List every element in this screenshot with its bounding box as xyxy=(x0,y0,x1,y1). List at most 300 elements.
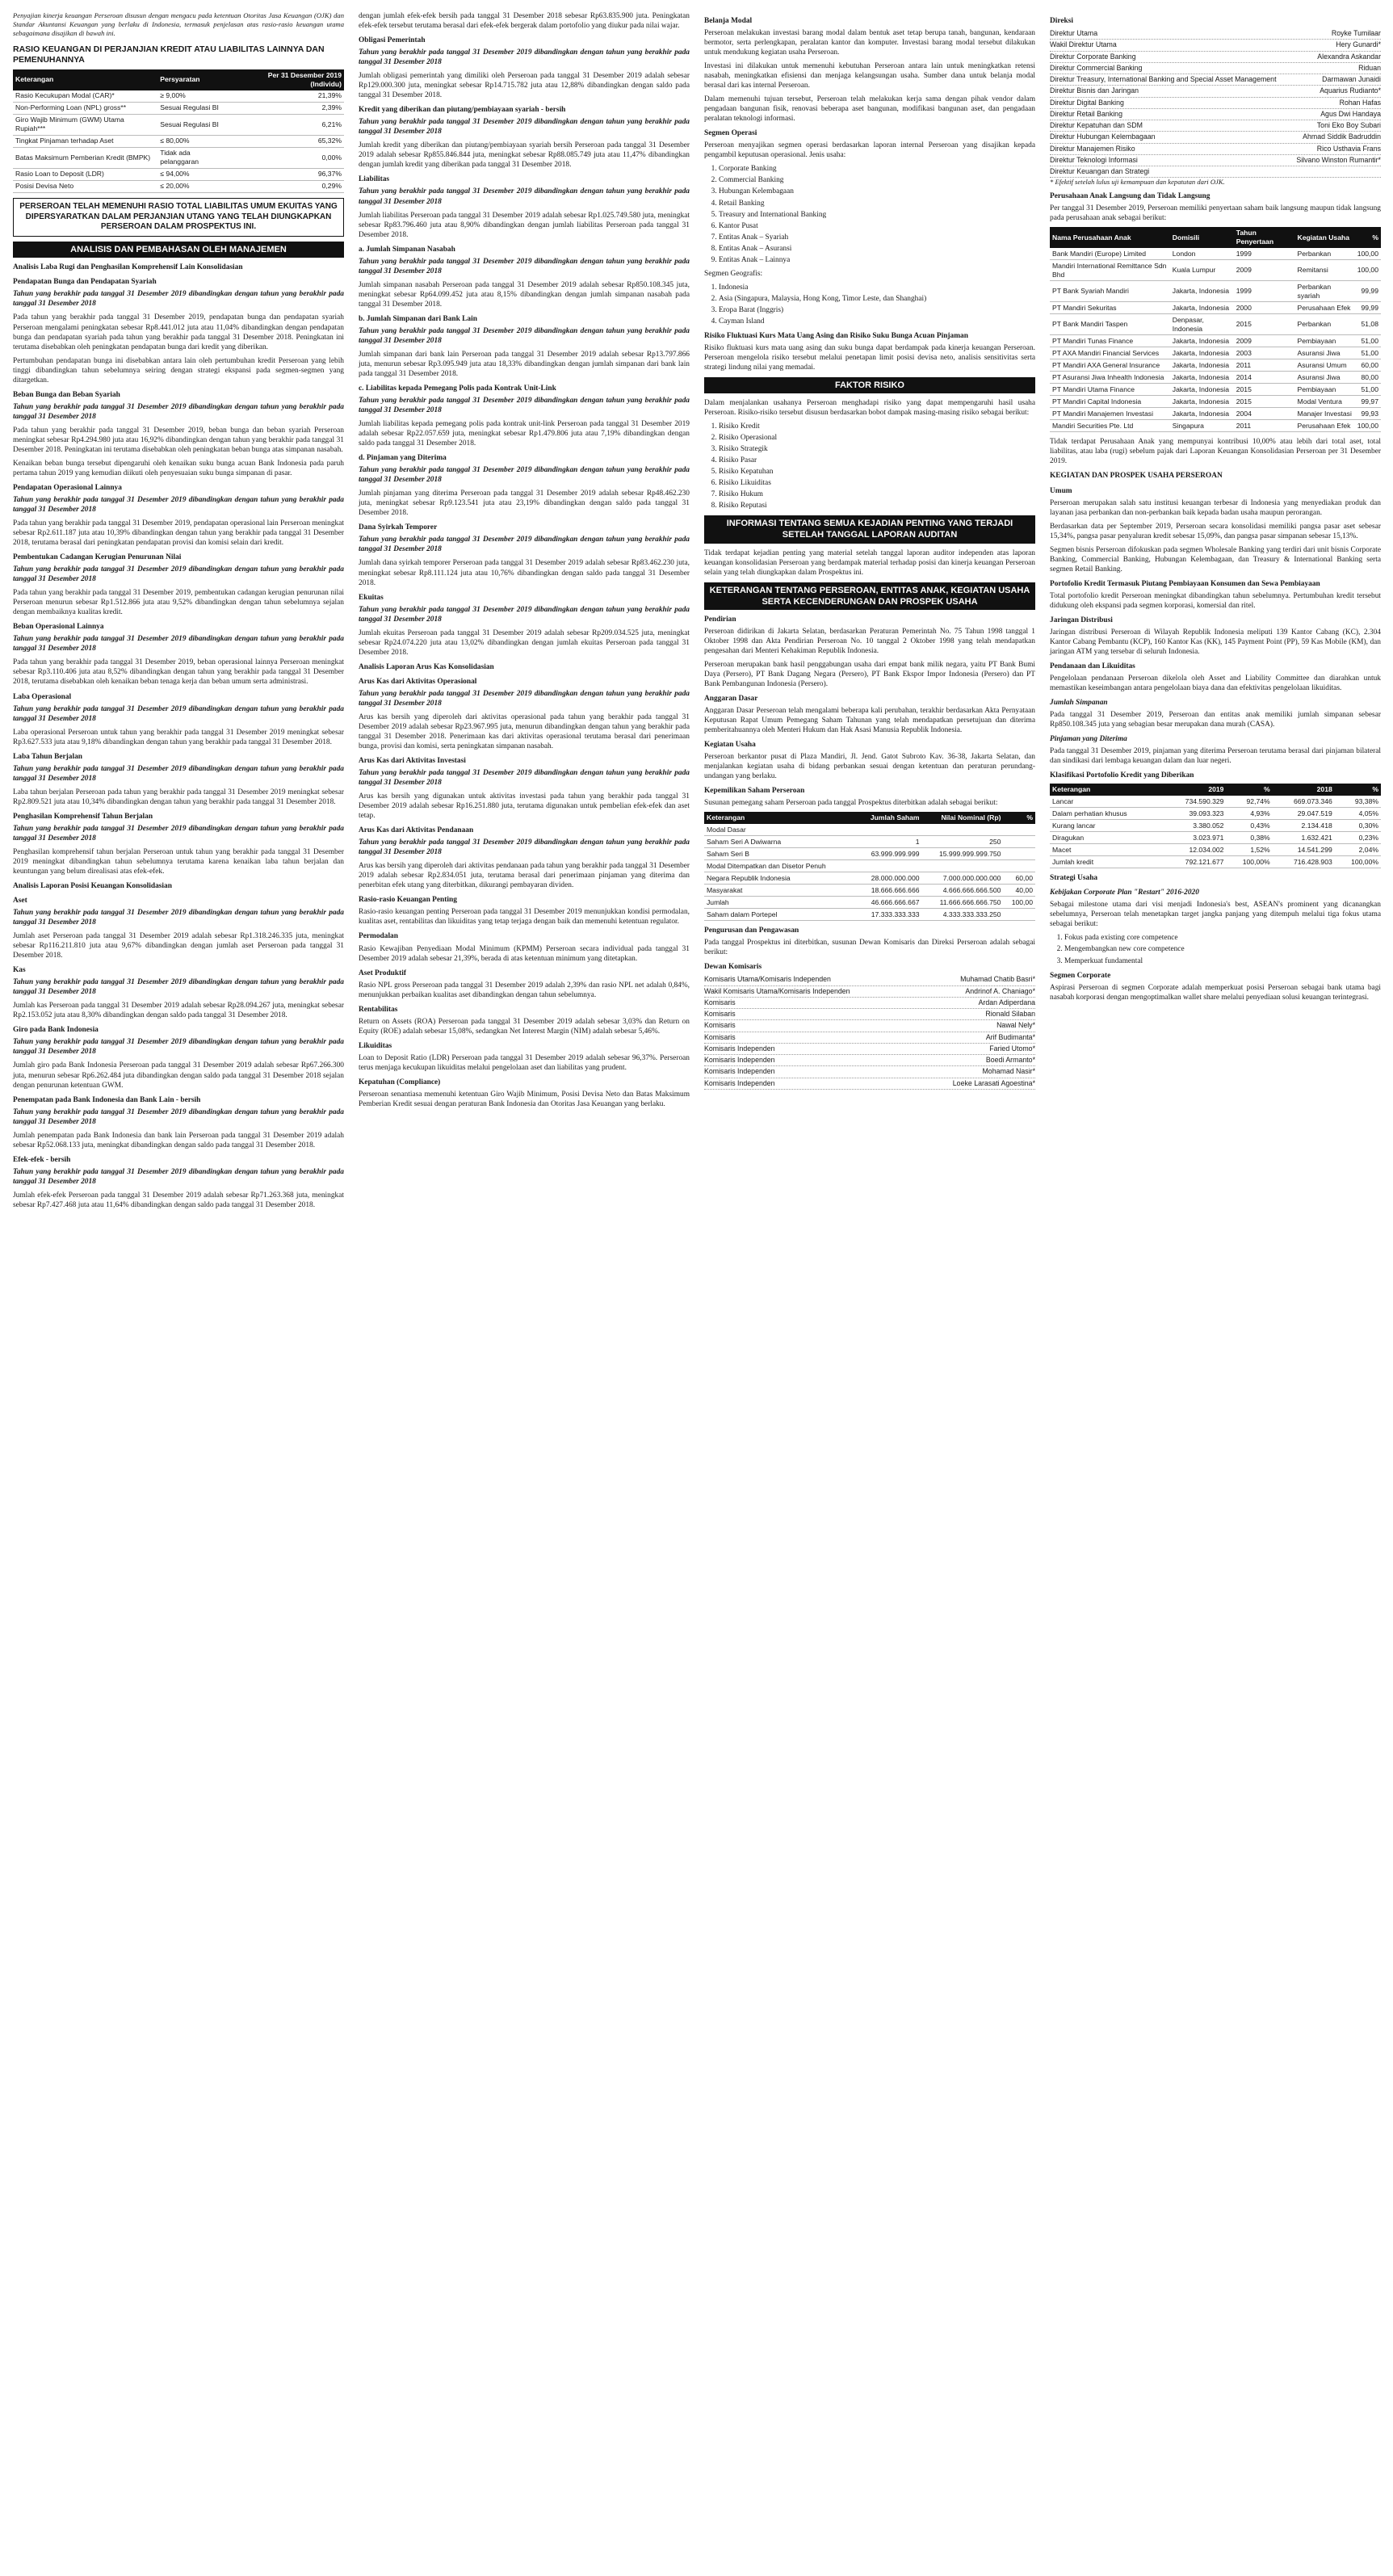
paragraph: Per tanggal 31 Desember 2019, Perseroan memiliki penyertaan saham baik langsung maupun tidak langsung pada perusahaan anak sebagai berikut: xyxy=(1050,204,1381,223)
comparison-note: Tahun yang berakhir pada tanggal 31 Desember 2019 dibandingkan dengan tahun yang berakhir pada tanggal 31 Desember 2018 xyxy=(359,187,690,206)
position-label: Direktur Keuangan dan Strategi xyxy=(1050,167,1150,176)
director-row xyxy=(1050,98,1381,109)
paragraph: Jumlah kas Perseroan pada tanggal 31 Desember 2019 adalah sebesar Rp28.094.267 juta, meningkat sebesar Rp2.153.052 juta atau 8,30% dibandingkan dengan saldo pada tanggal 31 Desember 2018. xyxy=(13,1002,344,1020)
shareholder-table xyxy=(704,812,1035,921)
table-cell: 99,99 xyxy=(1355,281,1381,302)
segment-item: 1. Corporate Banking xyxy=(719,164,1035,174)
table-cell: 0,38% xyxy=(1226,832,1272,844)
table-cell: London xyxy=(1170,248,1234,260)
table-cell: Kurang lancar xyxy=(1050,820,1164,832)
section-heading: Aset Produktif xyxy=(359,969,406,977)
section-heading: Jaringan Distribusi xyxy=(1050,616,1113,624)
section-heading: Giro pada Bank Indonesia xyxy=(13,1026,99,1035)
section-heading: Liabilitas xyxy=(359,175,390,184)
comparison-note: Tahun yang berakhir pada tanggal 31 Desember 2019 dibandingkan dengan tahun yang berakhir pada tanggal 31 Desember 2018 xyxy=(13,635,344,653)
paragraph: Jumlah liabilitas kepada pemegang polis pada kontrak unit-link Perseroan pada tanggal 31 Desember 2019 adalah sebesar Rp22.057.659 juta, meningkat sebesar Rp1.479.806 juta atau 7,19% dibandingkan dengan saldo pada tanggal 31 Desember 2018. xyxy=(359,420,690,448)
ratio-row xyxy=(13,168,344,180)
paragraph: Total portofolio kredit Perseroan meningkat dibandingkan tahun sebelumnya. Pertumbuhan kredit tersebut didukung oleh ekspansi pada segmen korporasi, komersial dan ritel. xyxy=(1050,591,1381,610)
table-cell: ≤ 20,00% xyxy=(157,180,233,192)
table-cell: 11.666.666.666.750 xyxy=(922,897,1004,909)
paragraph: Pada tanggal Prospektus ini diterbitkan, susunan Dewan Komisaris dan Direksi Perseroan adalah sebagai berikut: xyxy=(704,939,1035,957)
ratio-row xyxy=(13,102,344,114)
shareholder-header: % xyxy=(1003,812,1035,824)
table-cell: 60,00 xyxy=(1003,872,1035,885)
position-label: Komisaris xyxy=(704,1032,736,1041)
subsidiary-row xyxy=(1050,372,1381,384)
table-cell: 51,08 xyxy=(1355,314,1381,335)
table-cell: Saham dalam Portepel xyxy=(704,909,856,921)
section-heading: Pendanaan dan Likuiditas xyxy=(1050,662,1135,670)
table-cell: Non-Performing Loan (NPL) gross** xyxy=(13,102,157,114)
intro-paragraph: Penyajian kinerja keuangan Perseroan disusun dengan mengacu pada ketentuan Otoritas Jasa Keuangan (OJK) dan Standar Akuntansi Keuangan yang berlaku di Indonesia, termasuk penjelasan atas rasio-rasio keuangan utama sebagaimana disajikan di bawah ini. xyxy=(13,11,344,37)
position-label: Direktur Utama xyxy=(1050,29,1098,38)
section-heading: Beban Bunga dan Beban Syariah xyxy=(13,390,120,399)
table-cell: 2003 xyxy=(1234,347,1295,359)
table-cell: 28.000.000.000 xyxy=(856,872,922,885)
subsidiary-row xyxy=(1050,248,1381,260)
table-cell: Pembiayaan xyxy=(1295,384,1355,396)
table-cell: ≤ 80,00% xyxy=(157,135,233,147)
position-label: Komisaris Independen xyxy=(704,1078,775,1087)
table-cell: 4.333.333.333.250 xyxy=(922,909,1004,921)
position-label: Direktur Treasury, International Banking and Special Asset Management xyxy=(1050,75,1277,84)
commissioner-row xyxy=(704,1020,1035,1032)
risk-item: 4. Risiko Pasar xyxy=(719,456,1035,465)
section-heading: Pendapatan Operasional Lainnya xyxy=(13,483,122,492)
table-cell: 15.999.999.999.750 xyxy=(922,848,1004,860)
column-1 xyxy=(13,11,344,1214)
section-heading: Beban Operasional Lainnya xyxy=(13,623,104,632)
table-cell: Posisi Devisa Neto xyxy=(13,180,157,192)
person-name: Ahmad Siddik Badruddin xyxy=(1303,132,1381,141)
loan-header: Keterangan xyxy=(1050,784,1164,796)
director-row xyxy=(1050,120,1381,132)
table-cell: 65,32% xyxy=(233,135,344,147)
table-cell: Manajer Investasi xyxy=(1295,408,1355,420)
section-heading: Strategi Usaha xyxy=(1050,874,1098,883)
person-name: Rohan Hafas xyxy=(1339,98,1381,107)
table-cell: 0,30% xyxy=(1335,820,1381,832)
subsidiary-row xyxy=(1050,335,1381,347)
paragraph: Perseroan melakukan investasi barang modal dalam bentuk aset tetap berupa tanah, bangunan, kendaraan bermotor, serta perlengkapan, peralatan kantor dan komputer. Investasi barang modal tersebut dilakukan untuk mendukung kegiatan usaha Perseroan. xyxy=(704,29,1035,57)
section-heading: Analisis Laporan Arus Kas Konsolidasian xyxy=(359,662,494,671)
comparison-note: Tahun yang berakhir pada tanggal 31 Desember 2019 dibandingkan dengan tahun yang berakhir pada tanggal 31 Desember 2018 xyxy=(13,764,344,783)
segment-item: 6. Kantor Pusat xyxy=(719,221,1035,231)
table-cell: Sesuai Regulasi BI xyxy=(157,114,233,135)
table-cell: 7.000.000.000.000 xyxy=(922,872,1004,885)
comparison-note: Tahun yang berakhir pada tanggal 31 Desember 2019 dibandingkan dengan tahun yang berakhir pada tanggal 31 Desember 2018 xyxy=(359,326,690,345)
section-heading: Kepemilikan Saham Perseroan xyxy=(704,787,805,796)
table-cell: Singapura xyxy=(1170,420,1234,432)
shareholder-row xyxy=(704,897,1035,909)
section-heading: Permodalan xyxy=(359,932,398,941)
section-heading: Dewan Komisaris xyxy=(704,963,762,972)
person-name: Faried Utomo* xyxy=(989,1044,1035,1053)
risk-item: 8. Risiko Reputasi xyxy=(719,501,1035,511)
commissioner-row xyxy=(704,1032,1035,1044)
table-cell: Mandiri Securities Pte. Ltd xyxy=(1050,420,1170,432)
subsidiary-row xyxy=(1050,314,1381,335)
table-cell: 2,39% xyxy=(233,102,344,114)
table-cell: Batas Maksimum Pemberian Kredit (BMPK) xyxy=(13,147,157,168)
table-cell: Asuransi Jiwa xyxy=(1295,372,1355,384)
table-cell: Jakarta, Indonesia xyxy=(1170,372,1234,384)
table-cell: Jakarta, Indonesia xyxy=(1170,408,1234,420)
table-cell: 51,00 xyxy=(1355,384,1381,396)
ratio-header: Per 31 Desember 2019 (Individu) xyxy=(233,69,344,90)
person-name: Rionald Silaban xyxy=(985,1010,1035,1019)
person-name: Agus Dwi Handaya xyxy=(1320,109,1381,118)
director-row xyxy=(1050,63,1381,74)
segment-list xyxy=(704,164,1035,264)
table-cell: 1,52% xyxy=(1226,844,1272,856)
table-cell: 40,00 xyxy=(1003,885,1035,897)
subsidiary-header: Tahun Penyertaan xyxy=(1234,227,1295,248)
shareholder-row xyxy=(704,824,1035,836)
paragraph: Rasio Kewajiban Penyediaan Modal Minimum (KPMM) Perseroan secara individual pada tanggal 31 Desember 2019 adalah sebesar 21,39%, berada di atas ketentuan minimum yang ditetapkan. xyxy=(359,944,690,963)
paragraph: Segmen bisnis Perseroan difokuskan pada segmen Wholesale Banking yang terdiri dari unit bisnis Corporate Banking, Commercial Banking, Hubungan Kelembagaan, dan Treasury & International Banking serta segmen Retail Banking. xyxy=(1050,545,1381,574)
section-heading: Pinjaman yang Diterima xyxy=(1050,735,1127,744)
table-cell: 0,29% xyxy=(233,180,344,192)
table-cell: ≥ 9,00% xyxy=(157,90,233,103)
ratio-row xyxy=(13,114,344,135)
table-cell: 18.666.666.666 xyxy=(856,885,922,897)
table-cell: PT Bank Syariah Mandiri xyxy=(1050,281,1170,302)
paragraph: Anggaran Dasar Perseroan telah mengalami beberapa kali perubahan, terakhir berdasarkan Akta Pernyataan Keputusan Rapat Umum Pemegang Saham Tahunan yang telah mendapatkan persetujuan dan diterima pemberitahuannya oleh Menteri Hukum dan Hak Asasi Manusia Republik Indonesia. xyxy=(704,707,1035,735)
paragraph: Kenaikan beban bunga tersebut dipengaruhi oleh kenaikan suku bunga acuan Bank Indonesia pada paruh pertama tahun 2019 yang kemudian diikuti oleh penyesuaian suku bunga simpanan di pasar. xyxy=(13,459,344,477)
paragraph: Jumlah dana syirkah temporer Perseroan pada tanggal 31 Desember 2019 adalah sebesar Rp83.462.230 juta, meningkat sebesar Rp8.111.124 juta atau 10,76% dibandingkan dengan saldo pada tanggal 31 Desember 2018. xyxy=(359,559,690,587)
person-name: Arif Budimanta* xyxy=(985,1032,1035,1041)
commissioner-row xyxy=(704,986,1035,998)
table-cell: 2004 xyxy=(1234,408,1295,420)
table-cell: Remitansi xyxy=(1295,260,1355,281)
table-cell: Tidak ada pelanggaran xyxy=(157,147,233,168)
director-row xyxy=(1050,109,1381,120)
paragraph: Perseroan merupakan salah satu institusi keuangan terbesar di Indonesia yang menyediakan produk dan layanan jasa perbankan dan non-perbankan baik kepada badan usaha maupun perorangan. xyxy=(1050,498,1381,517)
person-name: Royke Tumilaar xyxy=(1331,29,1381,38)
section-heading: Pengurusan dan Pengawasan xyxy=(704,927,799,935)
paragraph: Arus kas bersih yang digunakan untuk aktivitas investasi pada tahun yang berakhir pada tanggal 31 Desember 2019 adalah sebesar Rp16.251.880 juta, terutama digunakan untuk pembelian efek-efek dan aset tetap. xyxy=(359,792,690,821)
table-cell: 2000 xyxy=(1234,302,1295,314)
shareholder-row xyxy=(704,836,1035,848)
table-cell: 46.666.666.667 xyxy=(856,897,922,909)
paragraph: Arus kas bersih yang diperoleh dari aktivitas pendanaan pada tahun yang berakhir pada tanggal 31 Desember 2019 adalah sebesar Rp2.834.051 juta, terutama berasal dari penerimaan pinjaman yang diterima dan penerbitan efek utang yang diterbitkan, dikurangi pembayaran dividen. xyxy=(359,862,690,890)
paragraph: Jumlah efek-efek Perseroan pada tanggal 31 Desember 2019 adalah sebesar Rp71.263.368 juta, meningkat sebesar Rp7.427.468 juta atau 11,64% dibandingkan dengan saldo pada tanggal 31 Desember 2018. xyxy=(13,1191,344,1209)
paragraph: Tidak terdapat kejadian penting yang material setelah tanggal laporan auditor independen atas laporan keuangan konsolidasian Perseroan yang berdampak material terhadap posisi dan kinerja keuangan Perseroan selain yang telah diungkapkan dalam Prospektus ini. xyxy=(704,548,1035,577)
ratio-header: Persyaratan xyxy=(157,69,233,90)
table-cell: 0,43% xyxy=(1226,820,1272,832)
position-label: Direktur Retail Banking xyxy=(1050,109,1122,118)
director-row xyxy=(1050,74,1381,86)
position-label: Komisaris Independen xyxy=(704,1044,775,1053)
comparison-note: Tahun yang berakhir pada tanggal 31 Desember 2019 dibandingkan dengan tahun yang berakhir pada tanggal 31 Desember 2018 xyxy=(359,466,690,485)
position-label: Direktur Kepatuhan dan SDM xyxy=(1050,121,1143,130)
risk-item: 3. Risiko Strategik xyxy=(719,444,1035,454)
table-cell: Perusahaan Efek xyxy=(1295,420,1355,432)
section-heading: Umum xyxy=(1050,486,1072,495)
section-heading: Kepatuhan (Compliance) xyxy=(359,1078,441,1086)
table-cell: 100,00 xyxy=(1003,897,1035,909)
comparison-note: Tahun yang berakhir pada tanggal 31 Desember 2019 dibandingkan dengan tahun yang berakhir pada tanggal 31 Desember 2018 xyxy=(13,978,344,997)
subsidiary-row xyxy=(1050,302,1381,314)
table-cell: Kuala Lumpur xyxy=(1170,260,1234,281)
table-cell: 6,21% xyxy=(233,114,344,135)
subsidiary-header: % xyxy=(1355,227,1381,248)
ratio-row xyxy=(13,135,344,147)
section-heading: Pendirian xyxy=(704,615,736,624)
section-heading: Dana Syirkah Temporer xyxy=(359,523,438,532)
table-cell: PT Mandiri Manajemen Investasi xyxy=(1050,408,1170,420)
person-name: Ardan Adiperdana xyxy=(978,998,1035,1006)
comparison-note: Tahun yang berakhir pada tanggal 31 Desember 2019 dibandingkan dengan tahun yang berakhir pada tanggal 31 Desember 2018 xyxy=(13,824,344,843)
comparison-note: Tahun yang berakhir pada tanggal 31 Desember 2019 dibandingkan dengan tahun yang berakhir pada tanggal 31 Desember 2018 xyxy=(359,118,690,137)
table-cell: Rasio Loan to Deposit (LDR) xyxy=(13,168,157,180)
loan-header: 2019 xyxy=(1164,784,1226,796)
section-heading: Rentabilitas xyxy=(359,1005,398,1014)
section-heading: Obligasi Pemerintah xyxy=(359,36,426,45)
table-cell: 3.023.971 xyxy=(1164,832,1226,844)
table-cell: Jumlah kredit xyxy=(1050,856,1164,868)
table-cell: 3.380.052 xyxy=(1164,820,1226,832)
paragraph: Jumlah obligasi pemerintah yang dimiliki oleh Perseroan pada tanggal 31 Desember 2019 adalah sebesar Rp129.000.300 juta, meningkat sebesar Rp14.715.782 juta atau 12,88% dibandingkan dengan saldo pada tanggal 31 Desember 2018. xyxy=(359,72,690,100)
person-name: Nawal Nely* xyxy=(996,1021,1035,1030)
section-heading: c. Liabilitas kepada Pemegang Polis pada Kontrak Unit-Link xyxy=(359,385,556,393)
paragraph: Rasio NPL gross Perseroan pada tanggal 31 Desember 2019 adalah 2,39% dan rasio NPL net adalah 0,84%, menunjukkan perbaikan kualitas aset dibandingkan dengan tahun sebelumnya. xyxy=(359,981,690,999)
section-heading: Arus Kas dari Aktivitas Investasi xyxy=(359,757,466,765)
table-cell: Perbankan xyxy=(1295,248,1355,260)
table-cell: 0,00% xyxy=(233,147,344,168)
table-cell: Rasio Kecukupan Modal (CAR)* xyxy=(13,90,157,103)
table-cell xyxy=(856,860,922,872)
subsidiary-row xyxy=(1050,359,1381,372)
table-cell: Negara Republik Indonesia xyxy=(704,872,856,885)
table-cell: 2015 xyxy=(1234,396,1295,408)
risk-item: 2. Risiko Operasional xyxy=(719,433,1035,443)
comparison-note: Tahun yang berakhir pada tanggal 31 Desember 2019 dibandingkan dengan tahun yang berakhir pada tanggal 31 Desember 2018 xyxy=(13,1038,344,1057)
person-name: Alexandra Askandar xyxy=(1317,52,1381,61)
paragraph: Perseroan didirikan di Jakarta Selatan, berdasarkan Peraturan Pemerintah No. 75 Tahun 1998 tanggal 1 Oktober 1998 dan Akta Pendirian Perseroan No. 10 tanggal 2 Oktober 1998 yang telah mendapatkan pengesahan dari Menteri Kehakiman Republik Indonesia. xyxy=(704,627,1035,655)
paragraph: Jumlah ekuitas Perseroan pada tanggal 31 Desember 2019 adalah sebesar Rp209.034.525 juta, meningkat sebesar Rp24.074.220 juta atau 13,02% dibandingkan dengan jumlah ekuitas Perseroan pada tanggal 31 Desember 2018. xyxy=(359,628,690,657)
comparison-note: Tahun yang berakhir pada tanggal 31 Desember 2019 dibandingkan dengan tahun yang berakhir pada tanggal 31 Desember 2018 xyxy=(359,838,690,857)
position-label: Komisaris xyxy=(704,1021,736,1030)
person-name: Aquarius Rudianto* xyxy=(1320,86,1381,95)
table-cell: Sesuai Regulasi BI xyxy=(157,102,233,114)
table-cell: Pembiayaan xyxy=(1295,335,1355,347)
paragraph: Investasi ini dilakukan untuk memenuhi kebutuhan Perseroan antara lain untuk meningkatkan retensi nasabah, meningkatkan efisiensi dan menjaga kelangsungan usaha. Sumber dana untuk belanja modal berasal dari kas internal Perseroan. xyxy=(704,62,1035,90)
paragraph: Risiko fluktuasi kurs mata uang asing dan suku bunga dapat berdampak pada kinerja keuangan Perseroan. Perseroan mengelola risiko tersebut melalui penetapan limit posisi devisa neto, analisis sensitivitas serta strategi lindung nilai yang memadai. xyxy=(704,343,1035,372)
table-cell: Dalam perhatian khusus xyxy=(1050,808,1164,820)
table-cell: 669.073.346 xyxy=(1273,796,1335,808)
table-cell: Modal Ventura xyxy=(1295,396,1355,408)
table-cell: 51,00 xyxy=(1355,347,1381,359)
table-cell: Jumlah xyxy=(704,897,856,909)
table-cell: Macet xyxy=(1050,844,1164,856)
commissioners-list xyxy=(704,974,1035,1090)
strategy-item: 1. Fokus pada existing core competence xyxy=(1064,933,1381,943)
strategy-list xyxy=(1050,933,1381,965)
section-heading: Penghasilan Komprehensif Tahun Berjalan xyxy=(13,812,153,821)
table-cell: Masyarakat xyxy=(704,885,856,897)
paragraph: Perseroan senantiasa memenuhi ketentuan Giro Wajib Minimum, Posisi Devisa Neto dan Batas Maksimum Pemberian Kredit sesuai dengan peraturan Bank Indonesia dan Otoritas Jasa Keuangan yang berlaku. xyxy=(359,1090,690,1108)
table-cell: 39.093.323 xyxy=(1164,808,1226,820)
section-heading: Klasifikasi Portofolio Kredit yang Diberikan xyxy=(1050,771,1194,780)
section-heading: d. Pinjaman yang Diterima xyxy=(359,454,447,463)
directors-list xyxy=(1050,28,1381,178)
column-4 xyxy=(1050,11,1381,1006)
director-row xyxy=(1050,166,1381,178)
commissioner-row xyxy=(704,1009,1035,1020)
subsidiary-row xyxy=(1050,396,1381,408)
table-cell: 1 xyxy=(856,836,922,848)
table-cell: Asuransi Jiwa xyxy=(1295,347,1355,359)
paragraph: Jaringan distribusi Perseroan di Wilayah Republik Indonesia meliputi 139 Kantor Cabang (KC), 2.304 Kantor Cabang Pembantu (KCP), 160 Kantor Kas (KK), 145 Payment Point (PP), 59 Kas Mobile (KM), dan jaringan ATM yang tersebar di seluruh Indonesia. xyxy=(1050,628,1381,656)
paragraph: Pertumbuhan pendapatan bunga ini disebabkan antara lain oleh pertumbuhan kredit Perseroan yang lebih tinggi dibandingkan tahun sebelumnya seiring dengan strategi ekspansi pada segmen-segmen yang ditargetkan. xyxy=(13,356,344,385)
comparison-note: Tahun yang berakhir pada tanggal 31 Desember 2019 dibandingkan dengan tahun yang berakhir pada tanggal 31 Desember 2018 xyxy=(13,495,344,514)
table-cell: 2011 xyxy=(1234,359,1295,372)
section-heading: Risiko Fluktuasi Kurs Mata Uang Asing dan Risiko Suku Bunga Acuan Pinjaman xyxy=(704,331,968,340)
geo-item: 2. Asia (Singapura, Malaysia, Hong Kong, Timor Leste, dan Shanghai) xyxy=(719,294,1035,304)
table-cell: PT Bank Mandiri Taspen xyxy=(1050,314,1170,335)
loan-row xyxy=(1050,856,1381,868)
subsidiary-row xyxy=(1050,347,1381,359)
table-cell xyxy=(1003,909,1035,921)
section-heading: Pendapatan Bunga dan Pendapatan Syariah xyxy=(13,278,157,287)
shareholder-header: Jumlah Saham xyxy=(856,812,922,824)
position-label: Direktur Bisnis dan Jaringan xyxy=(1050,86,1139,95)
table-cell: 4,93% xyxy=(1226,808,1272,820)
ratio-row xyxy=(13,90,344,103)
comparison-note: Tahun yang berakhir pada tanggal 31 Desember 2019 dibandingkan dengan tahun yang berakhir pada tanggal 31 Desember 2018 xyxy=(359,397,690,415)
paragraph: Berdasarkan data per September 2019, Perseroan secara konsolidasi memiliki pangsa pasar aset sebesar 15,34%, pangsa pasar penyaluran kredit sebesar 15,09%, dan pangsa pasar simpanan sebesar 15,13%. xyxy=(1050,522,1381,540)
table-cell: Tingkat Pinjaman terhadap Aset xyxy=(13,135,157,147)
section-heading: Analisis Laporan Posisi Keuangan Konsolidasian xyxy=(13,882,172,890)
table-cell: 2011 xyxy=(1234,420,1295,432)
subsidiary-row xyxy=(1050,384,1381,396)
geo-item: 1. Indonesia xyxy=(719,283,1035,292)
paragraph: dengan jumlah efek-efek bersih pada tanggal 31 Desember 2018 sebesar Rp63.835.900 juta. Peningkatan efek-efek tersebut terutama berasal dari efek-efek bergerak dalam portofolio yang diukur pada nilai wajar. xyxy=(359,12,690,31)
comparison-note: Tahun yang berakhir pada tanggal 31 Desember 2019 dibandingkan dengan tahun yang berakhir pada tanggal 31 Desember 2018 xyxy=(13,1107,344,1126)
director-row xyxy=(1050,132,1381,143)
risk-list xyxy=(704,422,1035,511)
table-cell: 14.541.299 xyxy=(1273,844,1335,856)
person-name: Darmawan Junaidi xyxy=(1322,75,1381,84)
table-cell: Saham Seri A Dwiwarna xyxy=(704,836,856,848)
section-heading: Aset xyxy=(13,897,27,906)
position-label: Direktur Teknologi Informasi xyxy=(1050,155,1138,164)
paragraph: Pada tahun yang berakhir pada tanggal 31 Desember 2019, beban operasional lainnya Perseroan meningkat sebesar Rp3.110.406 juta atau 8,52% dibandingkan dengan tahun yang berakhir pada tanggal 31 Desember 2018, terutama disebabkan oleh kenaikan beban tenaga kerja dan beban umum serta administrasi. xyxy=(13,658,344,687)
table-cell: 716.428.903 xyxy=(1273,856,1335,868)
paragraph: Jumlah aset Perseroan pada tanggal 31 Desember 2019 adalah sebesar Rp1.318.246.335 juta, meningkat sebesar Rp116.211.810 juta atau 9,67% dibandingkan dengan jumlah aset Perseroan pada tanggal 31 Desember 2018. xyxy=(13,932,344,960)
table-cell: PT Asuransi Jiwa Inhealth Indonesia xyxy=(1050,372,1170,384)
table-cell: 2015 xyxy=(1234,314,1295,335)
person-name: Hery Gunardi* xyxy=(1336,40,1381,49)
table-cell: 2009 xyxy=(1234,335,1295,347)
table-cell: 63.999.999.999 xyxy=(856,848,922,860)
section-heading: Ekuitas xyxy=(359,593,384,602)
risk-item: 6. Risiko Likuiditas xyxy=(719,478,1035,488)
table-cell: 1.632.421 xyxy=(1273,832,1335,844)
table-cell: 21,39% xyxy=(233,90,344,103)
paragraph: Susunan pemegang saham Perseroan pada tanggal Prospektus diterbitkan adalah sebagai berikut: xyxy=(704,799,998,808)
comparison-note: Tahun yang berakhir pada tanggal 31 Desember 2019 dibandingkan dengan tahun yang berakhir pada tanggal 31 Desember 2018 xyxy=(359,605,690,624)
table-cell: 29.047.519 xyxy=(1273,808,1335,820)
section-heading: Kegiatan Usaha xyxy=(704,741,756,750)
paragraph: Pada tanggal 31 Desember 2019, Perseroan dan entitas anak memiliki jumlah simpanan sebesar Rp850.108.345 juta yang sebagian besar merupakan dana murah (CASA). xyxy=(1050,711,1381,729)
position-label: Komisaris xyxy=(704,998,736,1006)
comparison-note: Tahun yang berakhir pada tanggal 31 Desember 2019 dibandingkan dengan tahun yang berakhir pada tanggal 31 Desember 2018 xyxy=(13,565,344,584)
person-name: Mohamad Nasir* xyxy=(982,1067,1035,1076)
ratio-title: RASIO KEUANGAN DI PERJANJIAN KREDIT ATAU LIABILITAS LAINNYA DAN PEMENUHANNYA xyxy=(13,44,325,65)
table-cell: Jakarta, Indonesia xyxy=(1170,359,1234,372)
person-name: Silvano Winston Rumantir* xyxy=(1296,155,1381,164)
position-label: Direktur Corporate Banking xyxy=(1050,52,1136,61)
comparison-note: Tahun yang berakhir pada tanggal 31 Desember 2019 dibandingkan dengan tahun yang berakhir pada tanggal 31 Desember 2018 xyxy=(359,48,690,67)
paragraph: Pada tahun yang berakhir pada tanggal 31 Desember 2019, pembentukan cadangan kerugian penurunan nilai Perseroan menurun sebesar Rp1.512.866 juta atau 9,52% dibandingkan dengan tahun sebelumnya sejalan dengan membaiknya kualitas kredit. xyxy=(13,589,344,617)
table-cell: Perbankan syariah xyxy=(1295,281,1355,302)
table-cell: 51,00 xyxy=(1355,335,1381,347)
table-cell: 92,74% xyxy=(1226,796,1272,808)
section-heading: Rasio-rasio Keuangan Penting xyxy=(359,896,457,905)
comparison-note: Tahun yang berakhir pada tanggal 31 Desember 2019 dibandingkan dengan tahun yang berakhir pada tanggal 31 Desember 2018 xyxy=(359,689,690,708)
segment-item: 3. Hubungan Kelembagaan xyxy=(719,187,1035,196)
paragraph: Pada tahun yang berakhir pada tanggal 31 Desember 2019, pendapatan operasional lain Perseroan meningkat sebesar Rp2.611.187 juta atau 10,39% dibandingkan dengan tahun yang berakhir pada tanggal 31 Desember 2018, terutama berasal dari peningkatan pendapatan provisi dan komisi selain dari kredit. xyxy=(13,519,344,548)
position-label: Wakil Komisaris Utama/Komisaris Independen xyxy=(704,986,850,995)
segment-item: 5. Treasury and International Banking xyxy=(719,210,1035,220)
position-label: Komisaris Utama/Komisaris Independen xyxy=(704,975,831,984)
column-3 xyxy=(704,11,1035,1090)
paragraph: Dalam memenuhi tujuan tersebut, Perseroan telah melakukan kerja sama dengan pihak vendor dalam pengadaan bangunan fisik, renovasi beberapa aset bangunan, modifikasi bangunan aset, dan pengadaan peralatan teknologi informasi. xyxy=(704,95,1035,124)
table-cell: Jakarta, Indonesia xyxy=(1170,302,1234,314)
table-cell xyxy=(1003,860,1035,872)
person-name: Andrinof A. Chaniago* xyxy=(965,986,1035,995)
loan-row xyxy=(1050,844,1381,856)
table-cell: 99,99 xyxy=(1355,302,1381,314)
comparison-note: Tahun yang berakhir pada tanggal 31 Desember 2019 dibandingkan dengan tahun yang berakhir pada tanggal 31 Desember 2018 xyxy=(359,536,690,554)
table-cell: 792.121.677 xyxy=(1164,856,1226,868)
paragraph: Arus kas bersih yang diperoleh dari aktivitas operasional pada tahun yang berakhir pada tanggal 31 Desember 2019 adalah sebesar Rp23.967.995 juta, menurun dibandingkan dengan tahun yang berakhir pada tanggal 31 Desember 2018. Penerimaan kas dari aktivitas operasional terutama berasal dari penerimaan bunga, provisi dan komisi, serta peningkatan simpanan nasabah. xyxy=(359,712,690,750)
table-cell: 12.034.002 xyxy=(1164,844,1226,856)
table-cell: PT Mandiri Sekuritas xyxy=(1050,302,1170,314)
table-cell: 4.666.666.666.500 xyxy=(922,885,1004,897)
paragraph: Jumlah pinjaman yang diterima Perseroan pada tanggal 31 Desember 2019 adalah sebesar Rp48.462.230 juta, meningkat sebesar Rp9.123.541 juta atau 23,19% dibandingkan dengan saldo pada tanggal 31 Desember 2018. xyxy=(359,490,690,518)
table-cell xyxy=(1003,824,1035,836)
section-heading: Perusahaan Anak Langsung dan Tidak Langsung xyxy=(1050,192,1210,201)
shareholder-row xyxy=(704,848,1035,860)
table-cell: PT AXA Mandiri Financial Services xyxy=(1050,347,1170,359)
strategy-item: 3. Memperkuat fundamental xyxy=(1064,956,1381,966)
section-heading: Anggaran Dasar xyxy=(704,694,758,703)
section-heading: a. Jumlah Simpanan Nasabah xyxy=(359,245,455,254)
section-heading: Laba Tahun Berjalan xyxy=(13,752,82,761)
table-cell: PT Mandiri AXA General Insurance xyxy=(1050,359,1170,372)
ratio-row xyxy=(13,180,344,192)
table-cell: Denpasar, Indonesia xyxy=(1170,314,1234,335)
commissioner-row xyxy=(704,1055,1035,1066)
ratio-table xyxy=(13,69,344,193)
paragraph: Sebagai milestone utama dari visi menjadi Indonesia's best, ASEAN's prominent yang dicanangkan sebelumnya, Perseroan telah menetapkan target jangka panjang yang ditempuh melalui tiga fokus utama sebagai berikut: xyxy=(1050,901,1381,929)
table-cell: Jakarta, Indonesia xyxy=(1170,384,1234,396)
table-cell: Modal Ditempatkan dan Disetor Penuh xyxy=(704,860,856,872)
commissioner-row xyxy=(704,998,1035,1009)
table-cell: 0,23% xyxy=(1335,832,1381,844)
subsidiary-row xyxy=(1050,420,1381,432)
ratio-row xyxy=(13,147,344,168)
commissioner-row xyxy=(704,1044,1035,1055)
subsidiary-row xyxy=(1050,260,1381,281)
position-label: Direktur Commercial Banking xyxy=(1050,63,1143,72)
geo-item: 3. Eropa Barat (Inggris) xyxy=(719,305,1035,315)
paragraph: Aspirasi Perseroan di segmen Corporate adalah memperkuat posisi Perseroan sebagai bank utama bagi nasabah korporasi dengan mengoptimalkan wallet share melalui penyediaan solusi keuangan terintegrasi. xyxy=(1050,983,1381,1002)
